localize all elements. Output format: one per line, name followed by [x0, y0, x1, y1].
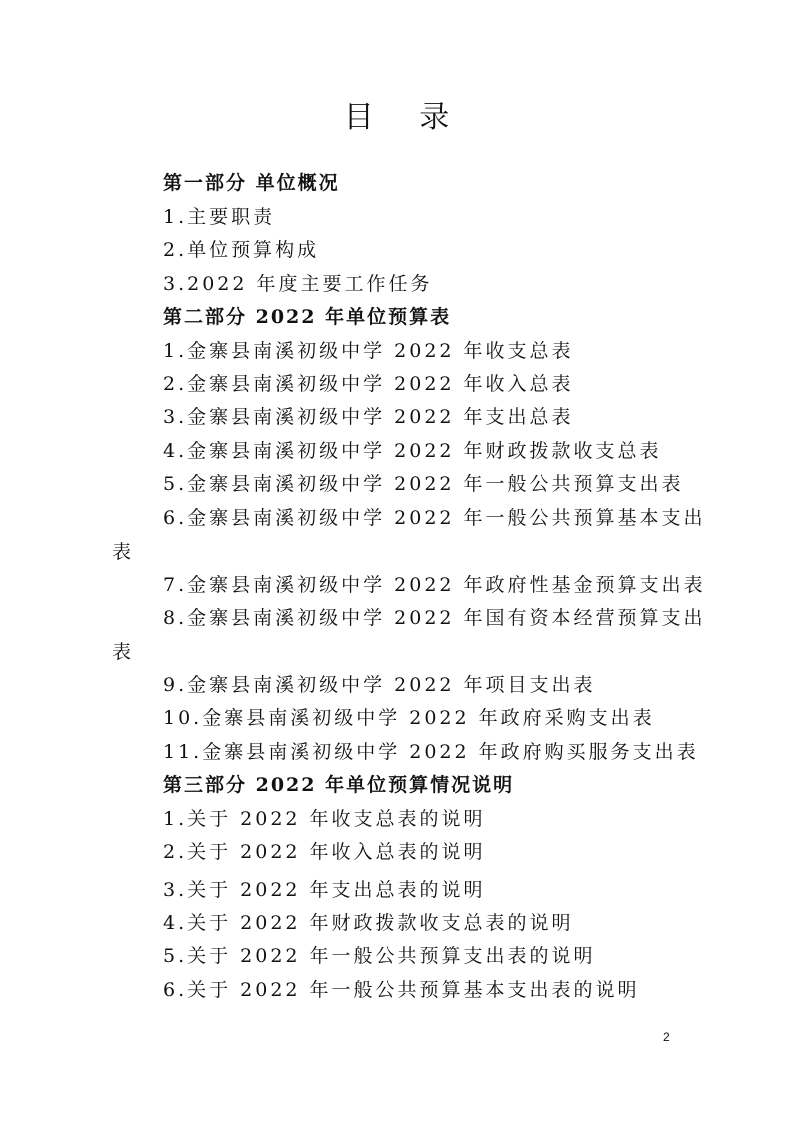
- toc-item: 5.关于 2022 年一般公共预算支出表的说明: [163, 945, 596, 967]
- part3-heading: 第三部分 2022 年单位预算情况说明: [163, 774, 515, 796]
- toc-item: 3.金寨县南溪初级中学 2022 年支出总表: [163, 406, 574, 428]
- toc-item: 6.关于 2022 年一般公共预算基本支出表的说明: [163, 979, 640, 1001]
- toc-item: 5.金寨县南溪初级中学 2022 年一般公共预算支出表: [163, 473, 684, 495]
- toc-item: 2.单位预算构成: [163, 239, 320, 261]
- toc-item: 2.金寨县南溪初级中学 2022 年收入总表: [163, 373, 574, 395]
- toc-item: 4.关于 2022 年财政拨款收支总表的说明: [163, 912, 574, 934]
- toc-item: 1.关于 2022 年收支总表的说明: [163, 808, 486, 830]
- toc-item: 9.金寨县南溪初级中学 2022 年项目支出表: [163, 674, 596, 696]
- toc-item: 2.关于 2022 年收入总表的说明: [163, 841, 486, 863]
- toc-item: 3.关于 2022 年支出总表的说明: [163, 879, 486, 901]
- toc-item: 7.金寨县南溪初级中学 2022 年政府性基金预算支出表: [163, 574, 706, 596]
- toc-item: 8.金寨县南溪初级中学 2022 年国有资本经营预算支出: [163, 607, 706, 629]
- toc-item: 6.金寨县南溪初级中学 2022 年一般公共预算基本支出: [163, 507, 706, 529]
- toc-item: 1.金寨县南溪初级中学 2022 年收支总表: [163, 340, 574, 362]
- part1-heading: 第一部分 单位概况: [163, 172, 340, 194]
- toc-item-continuation: 表: [112, 541, 135, 563]
- toc-item: 11.金寨县南溪初级中学 2022 年政府购买服务支出表: [163, 741, 699, 763]
- toc-item: 4.金寨县南溪初级中学 2022 年财政拨款收支总表: [163, 440, 662, 462]
- toc-item: 10.金寨县南溪初级中学 2022 年政府采购支出表: [163, 707, 655, 729]
- toc-item: 1.主要职责: [163, 206, 276, 228]
- page-number: 2: [663, 1030, 670, 1044]
- toc-item: 3.2022 年度主要工作任务: [163, 273, 433, 295]
- page-title: 目 录: [343, 100, 468, 135]
- toc-item-continuation: 表: [112, 641, 135, 663]
- part2-heading: 第二部分 2022 年单位预算表: [163, 306, 452, 328]
